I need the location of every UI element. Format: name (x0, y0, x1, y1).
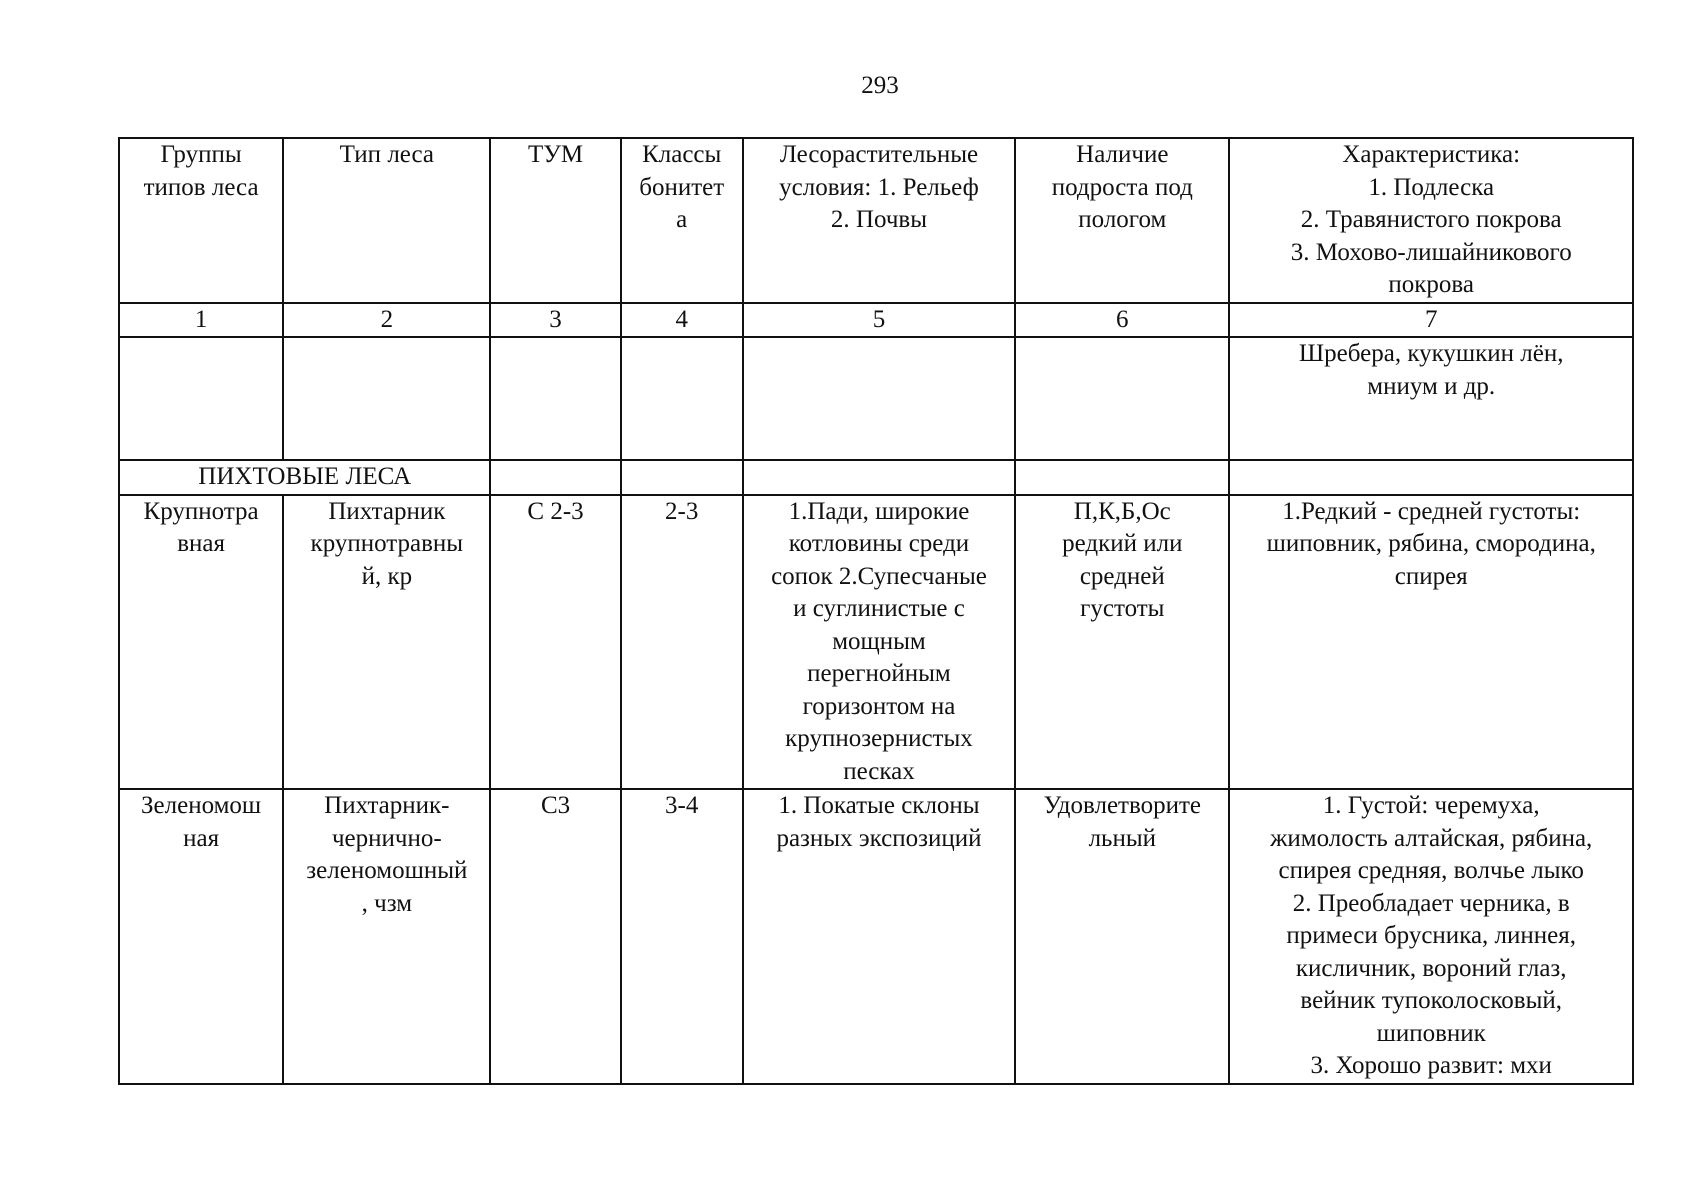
continuation-cell (743, 337, 1015, 460)
cell-text-line: 2-3 (665, 497, 699, 525)
column-number-cell: 5 (743, 303, 1015, 338)
section-row (119, 460, 1633, 495)
table-cell (119, 789, 283, 1084)
cell-text-line: примеси брусника, линнея, (1286, 922, 1577, 949)
continuation-row (119, 337, 1633, 460)
section-empty-cell (490, 460, 620, 495)
cell-text-line: мощным (832, 627, 926, 655)
table-cell (621, 789, 743, 1084)
header-cell (490, 138, 620, 303)
cell-text-line: средней (1079, 562, 1165, 590)
section-empty-cell (1229, 460, 1633, 495)
section-empty-cell (1015, 460, 1229, 495)
cell-text-line: редкий или (1062, 530, 1183, 557)
cell-text-line: 3. Хорошо развит: мхи (1310, 1052, 1552, 1079)
cell-text-line: Шребера, кукушкин лён, (1298, 340, 1564, 367)
cell-text-line: 3-4 (665, 792, 699, 819)
column-number-cell: 7 (1229, 303, 1633, 338)
cell-text-line: Пихтарник (328, 497, 446, 525)
table-cell (1015, 495, 1229, 790)
header-cell (621, 138, 743, 303)
cell-text-line: и суглинистые с (793, 595, 965, 622)
cell-text-line: Удовлетворите (1043, 792, 1201, 819)
header-cell (119, 138, 283, 303)
cell-text-line: 3. Мохово-лишайникового (1290, 238, 1572, 266)
cell-text-line: Лесорастительные (779, 141, 979, 168)
cell-text-line: вейник тупоколосковый, (1300, 987, 1563, 1014)
continuation-cell (1015, 337, 1229, 460)
column-number-cell: 3 (490, 303, 620, 338)
cell-text-line: С 2-3 (527, 497, 584, 525)
continuation-cell (490, 337, 620, 460)
header-cell (743, 138, 1015, 303)
cell-text-line: спирея средняя, волчье лыко (1278, 857, 1584, 884)
cell-text-line: 2. Травянистого покрова (1300, 206, 1562, 233)
cell-text-line: , чзм (361, 889, 413, 917)
section-empty-cell (621, 460, 743, 495)
table-cell (283, 789, 490, 1084)
column-number-cell: 2 (283, 303, 490, 338)
table-cell (1229, 789, 1633, 1084)
cell-text-line: а (676, 206, 688, 233)
cell-text-line: С3 (540, 792, 571, 819)
cell-text-line: типов леса (143, 173, 259, 201)
table-cell (743, 789, 1015, 1084)
table-cell (743, 495, 1015, 790)
cell-text-line: крупнозернистых (785, 725, 973, 752)
cell-text-line: покрова (1388, 271, 1475, 298)
header-cell (1229, 138, 1633, 303)
cell-text-line: ТУМ (527, 141, 584, 168)
table-cell (490, 789, 620, 1084)
table-cell (490, 495, 620, 790)
cell-text-line: Зеленомош (141, 792, 262, 819)
table-row (119, 495, 1633, 790)
column-number-row (119, 303, 1633, 338)
cell-text-line: спирея (1394, 562, 1468, 590)
column-number-cell: 1 (119, 303, 283, 338)
table-cell (1229, 495, 1633, 790)
section-empty-cell (743, 460, 1015, 495)
header-cell (1015, 138, 1229, 303)
cell-text-line: густоты (1080, 595, 1165, 622)
section-title: ПИХТОВЫЕ ЛЕСА (119, 460, 490, 495)
cell-text-line: котловины среди (788, 530, 970, 557)
forest-types-table (118, 137, 1634, 1085)
cell-text-line: 1. Покатые склоны (778, 792, 980, 819)
table-cell (119, 495, 283, 790)
cell-text-line: зеленомошный (306, 857, 468, 884)
cell-text-line: крупнотравны (310, 530, 464, 557)
cell-text-line: подроста под (1051, 173, 1193, 201)
column-number-cell: 6 (1015, 303, 1229, 338)
cell-text-line: Классы (642, 141, 722, 168)
cell-text-line: шиповник (1376, 1019, 1486, 1047)
cell-text-line: Наличие (1076, 141, 1169, 168)
table-cell (621, 495, 743, 790)
cell-text-line: перегнойным (807, 660, 951, 687)
cell-text-line: горизонтом на (802, 692, 956, 720)
cell-text-line: пологом (1078, 206, 1167, 233)
cell-text-line: песках (843, 757, 915, 785)
cell-text-line: Группы (160, 141, 242, 168)
cell-text-line: 1.Редкий - средней густоты: (1282, 497, 1581, 525)
cell-text-line: чернично- (331, 824, 442, 852)
continuation-cell (283, 337, 490, 460)
page-number: 293 (861, 72, 899, 99)
column-number-cell: 4 (621, 303, 743, 338)
cell-text-line: Тип леса (339, 141, 435, 168)
cell-text-line: бонитет (639, 173, 725, 201)
cell-text-line: вная (177, 530, 225, 557)
table-cell (283, 495, 490, 790)
cell-text-line: ная (183, 824, 220, 852)
continuation-cell (119, 337, 283, 460)
table-cell (1015, 789, 1229, 1084)
cell-text-line: кисличник, вороний глаз, (1295, 954, 1567, 982)
continuation-cell (621, 337, 743, 460)
cell-text-line: Крупнотра (143, 497, 259, 525)
cell-text-line: сопок 2.Супесчаные (771, 562, 987, 590)
cell-text-line: мниум и др. (1367, 372, 1496, 400)
header-row (119, 138, 1633, 303)
cell-text-line: разных экспозиций (776, 824, 982, 852)
cell-text-line: условия: 1. Рельеф (779, 173, 979, 201)
continuation-cell (1229, 337, 1633, 460)
header-cell (283, 138, 490, 303)
cell-text-line: 2. Почвы (830, 206, 928, 233)
cell-text-line: 2. Преобладает черника, в (1292, 889, 1570, 917)
cell-text-line: льный (1088, 824, 1157, 852)
cell-text-line: шиповник, рябина, смородина, (1266, 530, 1596, 557)
table-row (119, 789, 1633, 1084)
cell-text-line: Пихтарник- (324, 792, 450, 819)
cell-text-line: жимолость алтайская, рябина, (1270, 824, 1593, 852)
cell-text-line: й, кр (361, 562, 413, 590)
cell-text-line: 1. Густой: черемуха, (1322, 792, 1540, 819)
cell-text-line: Характеристика: (1342, 141, 1521, 168)
cell-text-line: П,К,Б,Ос (1073, 497, 1171, 525)
cell-text-line: 1.Пади, широкие (788, 497, 970, 525)
cell-text-line: 1. Подлеска (1368, 173, 1495, 201)
